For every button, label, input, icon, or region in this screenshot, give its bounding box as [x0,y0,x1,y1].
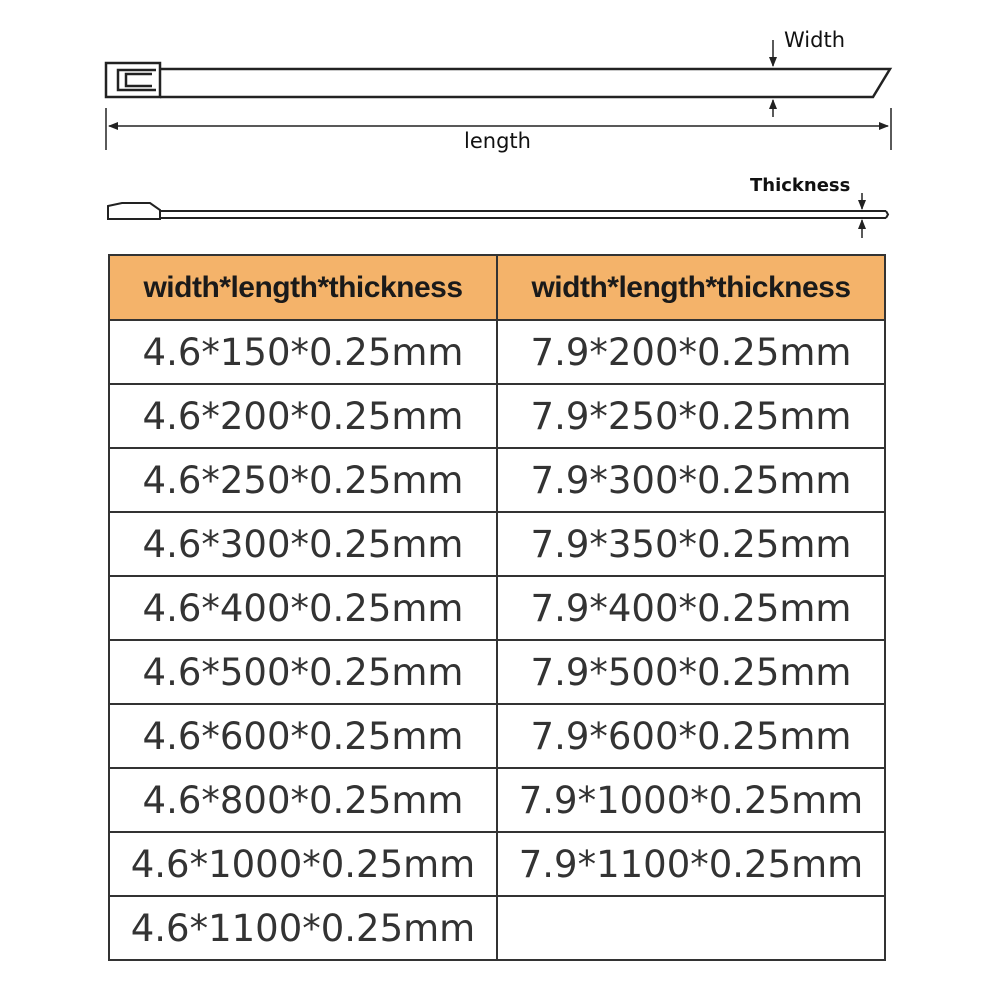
tie-head-inner [126,74,152,86]
table-row [109,832,885,896]
length-label: length [464,129,531,153]
size-cell: 4.6*1000*0.25mm [109,832,497,896]
table-row [109,512,885,576]
size-cell: 4.6*400*0.25mm [109,576,497,640]
table-row [109,384,885,448]
size-cell: 7.9*250*0.25mm [497,384,885,448]
width-label: Width [784,28,846,52]
tie-head [106,63,160,97]
size-cell: 4.6*250*0.25mm [109,448,497,512]
size-cell: 7.9*400*0.25mm [497,576,885,640]
cable-tie-diagram [0,0,1001,250]
size-cell: 7.9*300*0.25mm [497,448,885,512]
size-cell: 4.6*600*0.25mm [109,704,497,768]
size-cell: 7.9*500*0.25mm [497,640,885,704]
thickness-label: Thickness [750,175,851,196]
size-cell: 4.6*200*0.25mm [109,384,497,448]
size-cell: 7.9*200*0.25mm [497,320,885,384]
tie-top-view [106,63,890,97]
tie-side-view [108,203,888,219]
size-cell: 7.9*1100*0.25mm [497,832,885,896]
size-cell: 4.6*500*0.25mm [109,640,497,704]
table-row [109,320,885,384]
table-row [109,448,885,512]
tie-side-band-end [886,211,888,218]
size-cell: 4.6*300*0.25mm [109,512,497,576]
table-row [109,704,885,768]
table-header-row [109,255,885,320]
size-cell [497,896,885,960]
table-row [109,576,885,640]
table-row [109,640,885,704]
size-cell: 7.9*350*0.25mm [497,512,885,576]
column-header: width*length*thickness [497,255,885,320]
table-row [109,896,885,960]
tie-band [160,69,890,97]
tie-side-head [108,203,160,219]
table-body [109,320,885,960]
size-cell: 7.9*600*0.25mm [497,704,885,768]
size-cell: 4.6*1100*0.25mm [109,896,497,960]
size-cell: 7.9*1000*0.25mm [497,768,885,832]
table-row [109,768,885,832]
size-cell: 4.6*150*0.25mm [109,320,497,384]
column-header: width*length*thickness [109,255,497,320]
size-spec-table [108,254,886,961]
size-cell: 4.6*800*0.25mm [109,768,497,832]
